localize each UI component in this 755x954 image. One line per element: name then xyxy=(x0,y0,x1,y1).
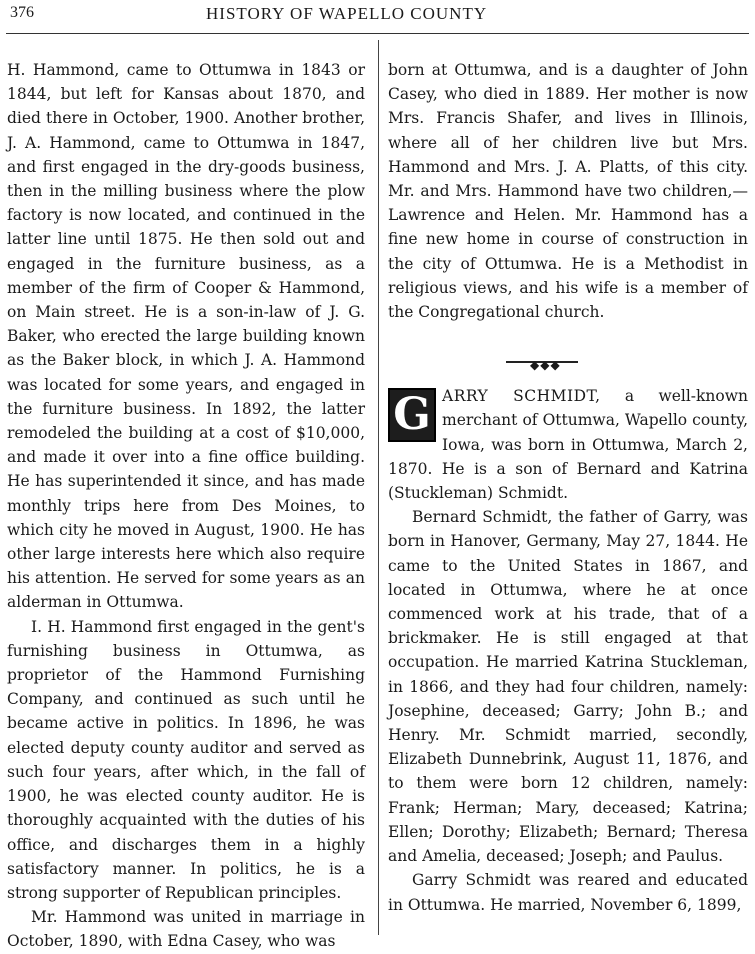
paragraph: Garry Schmidt was reared and educated in Ottumwa. He married, November 6, 1899, xyxy=(388,871,748,914)
page-header xyxy=(0,0,755,40)
header-rule xyxy=(6,33,749,34)
section-ornament xyxy=(388,324,748,384)
paragraph: Mr. Hammond was united in marriage in October, 1890, with Edna Casey, who was xyxy=(7,908,365,951)
paragraph: H. Hammond, came to Ottumwa in 1843 or 1844, but left for Kansas about 1870, and died there in October, 1900. Another brother, J. A. Hammond, came to Ottumwa in 1847, and first engaged in the dry-goods business, then in the milling business where the plow factory is now located, and continued in the latter line until 1875. He then sold out and engaged in the furniture business, as a member of the firm of Cooper & Hammond, on Main street. He is a son-in-law of J. G. Baker, who erected the large building known as the Baker block, in which J. A. Hammond was located for some years, and engaged in the furniture business. In 1892, the latter remodeled the building at a cost of $10,000, and made it over into a fine office building. He has superintended it since, and has made monthly trips here from Des Moines, to which city he moved in August, 1900. He has other large interests here which also require his attention. He served for some years as an alderman in Ottumwa. xyxy=(7,61,365,612)
column-divider xyxy=(378,40,379,935)
paragraph-continuation: born at Ottumwa, and is a daughter of John Casey, who died in 1889. Her mother is now Mrs. Francis Shafer, and lives in Illinois, where all of her children live but Mrs. Hammond and Mrs. J. A. Platts, of this city. Mr. and Mrs. Hammond have two children,—Lawrence and Helen. Mr. Hammond has a fine new home in course of construction in the city of Ottumwa. He is a Methodist in religious views, and his wife is a member of the Congregational church. xyxy=(388,61,748,322)
entry-lead: a well-known merchant of Ottumwa, Wapello county, Iowa, was born in Ottumwa, March 2, 1870. He is a son of Bernard and Katrina (Stuckleman) Schmidt. xyxy=(388,387,748,503)
left-column xyxy=(7,58,365,951)
paragraph: Bernard Schmidt, the father of Garry, was born in Hanover, Germany, May 27, 1844. He came to the United States in 1867, and located in Ottumwa, where he at once commenced work at his trade, that of a brickmaker. He is still engaged at that occupation. He married Katrina Stuckleman, in 1866, and they had four children, namely: Josephine, deceased; Garry; John B.; and Henry. Mr. Schmidt married, secondly, Elizabeth Dunnebrink, August 11, 1876, and to them were born 12 children, namely: Frank; Herman; Mary, deceased; Katrina; Ellen; Dorothy; Elizabeth; Bernard; Theresa and Amelia, deceased; Joseph; and Paulus. xyxy=(388,508,748,866)
dropcap-letter: G xyxy=(388,388,436,442)
entry-opening xyxy=(388,384,748,505)
paragraph: I. H. Hammond first engaged in the gent's furnishing business in Ottumwa, as proprietor of the Hammond Furnishing Company, and continued as such until he became active in politics. In 1896, he was elected deputy county auditor and served as such four years, after which, in the fall of 1900, he was elected county auditor. He is thoroughly acquainted with the duties of his office, and discharges them in a highly satisfactory manner. In politics, he is a strong supporter of Republican principles. xyxy=(7,617,365,902)
biography-entry xyxy=(388,384,748,916)
running-head: HISTORY OF WAPELLO COUNTY xyxy=(206,4,488,23)
entry-heading: ARRY SCHMIDT, xyxy=(442,387,601,406)
right-column xyxy=(388,58,748,930)
ornament-diamond-icon: ◆◆◆ xyxy=(530,358,561,373)
page-number: 376 xyxy=(10,4,34,21)
